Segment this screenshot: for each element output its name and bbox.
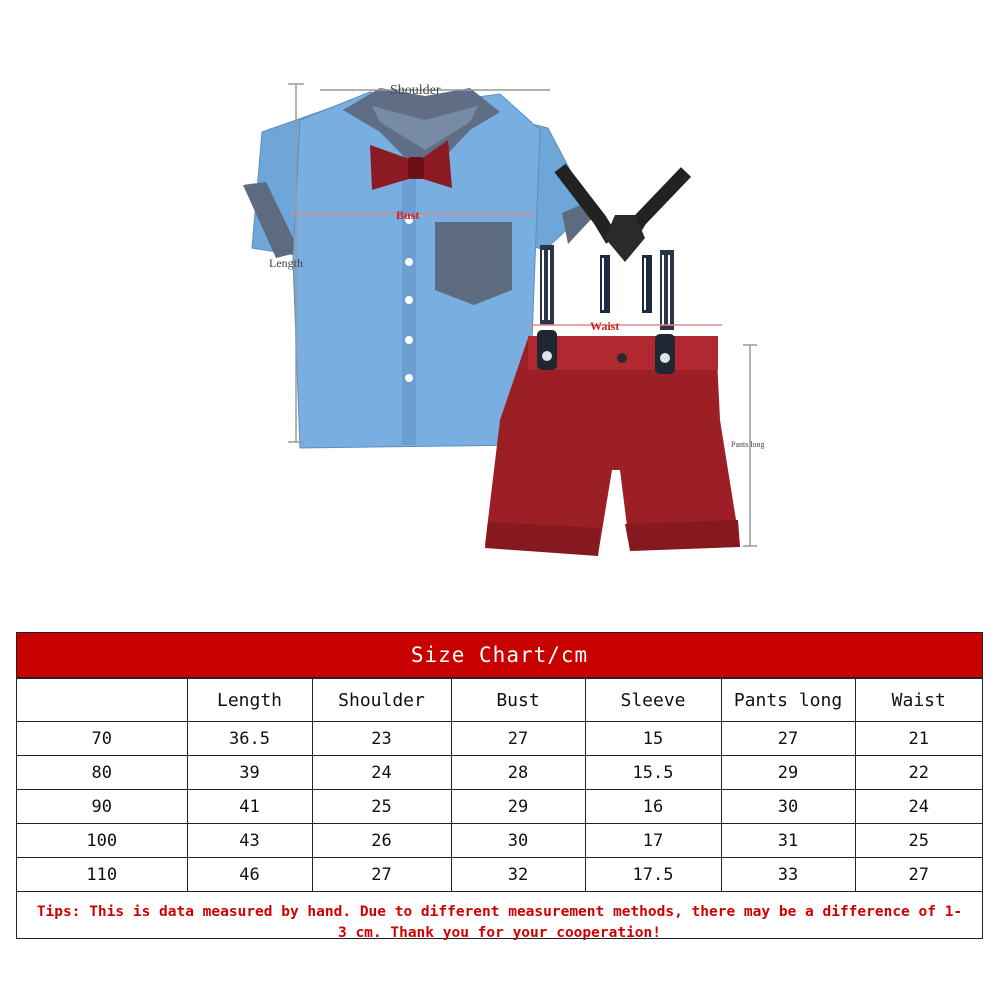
table-cell: 16 <box>585 790 721 824</box>
table-cell: 90 <box>17 790 187 824</box>
header-length: Length <box>187 679 312 722</box>
table-row <box>17 722 982 756</box>
table-cell: 23 <box>312 722 451 756</box>
table-cell: 27 <box>721 722 855 756</box>
label-shoulder: Shoulder <box>390 83 441 98</box>
table-cell: 24 <box>312 756 451 790</box>
label-waist: Waist <box>590 319 620 333</box>
table-row <box>17 790 982 824</box>
table-cell: 27 <box>855 858 982 892</box>
table-cell: 33 <box>721 858 855 892</box>
table-cell: 80 <box>17 756 187 790</box>
table-cell: 110 <box>17 858 187 892</box>
table-cell: 17.5 <box>585 858 721 892</box>
table-cell: 30 <box>721 790 855 824</box>
table-cell: 24 <box>855 790 982 824</box>
header-size <box>17 679 187 722</box>
size-table <box>17 678 982 892</box>
header-pants-long: Pants long <box>721 679 855 722</box>
table-row <box>17 858 982 892</box>
table-cell: 22 <box>855 756 982 790</box>
size-chart-title: Size Chart/cm <box>17 633 982 678</box>
header-waist: Waist <box>855 679 982 722</box>
table-cell: 29 <box>721 756 855 790</box>
table-header-row <box>17 679 982 722</box>
header-bust: Bust <box>451 679 585 722</box>
table-cell: 28 <box>451 756 585 790</box>
table-cell: 26 <box>312 824 451 858</box>
label-pants-long: Pants long <box>731 440 765 449</box>
header-sleeve: Sleeve <box>585 679 721 722</box>
table-cell: 41 <box>187 790 312 824</box>
size-chart <box>16 632 983 939</box>
table-cell: 25 <box>312 790 451 824</box>
header-shoulder: Shoulder <box>312 679 451 722</box>
label-length: Length <box>269 256 303 270</box>
table-cell: 17 <box>585 824 721 858</box>
tips-text: Tips: This is data measured by hand. Due to different measurement methods, there may be a difference of 1-3 cm. Thank you for your cooperation! <box>36 904 963 941</box>
table-cell: 30 <box>451 824 585 858</box>
table-cell: 39 <box>187 756 312 790</box>
table-cell: 29 <box>451 790 585 824</box>
label-bust: Bust <box>396 208 420 222</box>
table-cell: 36.5 <box>187 722 312 756</box>
table-cell: 21 <box>855 722 982 756</box>
table-cell: 32 <box>451 858 585 892</box>
table-row <box>17 824 982 858</box>
table-cell: 43 <box>187 824 312 858</box>
table-cell: 46 <box>187 858 312 892</box>
table-cell: 70 <box>17 722 187 756</box>
table-cell: 27 <box>451 722 585 756</box>
table-cell: 15 <box>585 722 721 756</box>
table-cell: 31 <box>721 824 855 858</box>
table-cell: 27 <box>312 858 451 892</box>
table-cell: 100 <box>17 824 187 858</box>
table-cell: 15.5 <box>585 756 721 790</box>
table-row <box>17 756 982 790</box>
table-cell: 25 <box>855 824 982 858</box>
